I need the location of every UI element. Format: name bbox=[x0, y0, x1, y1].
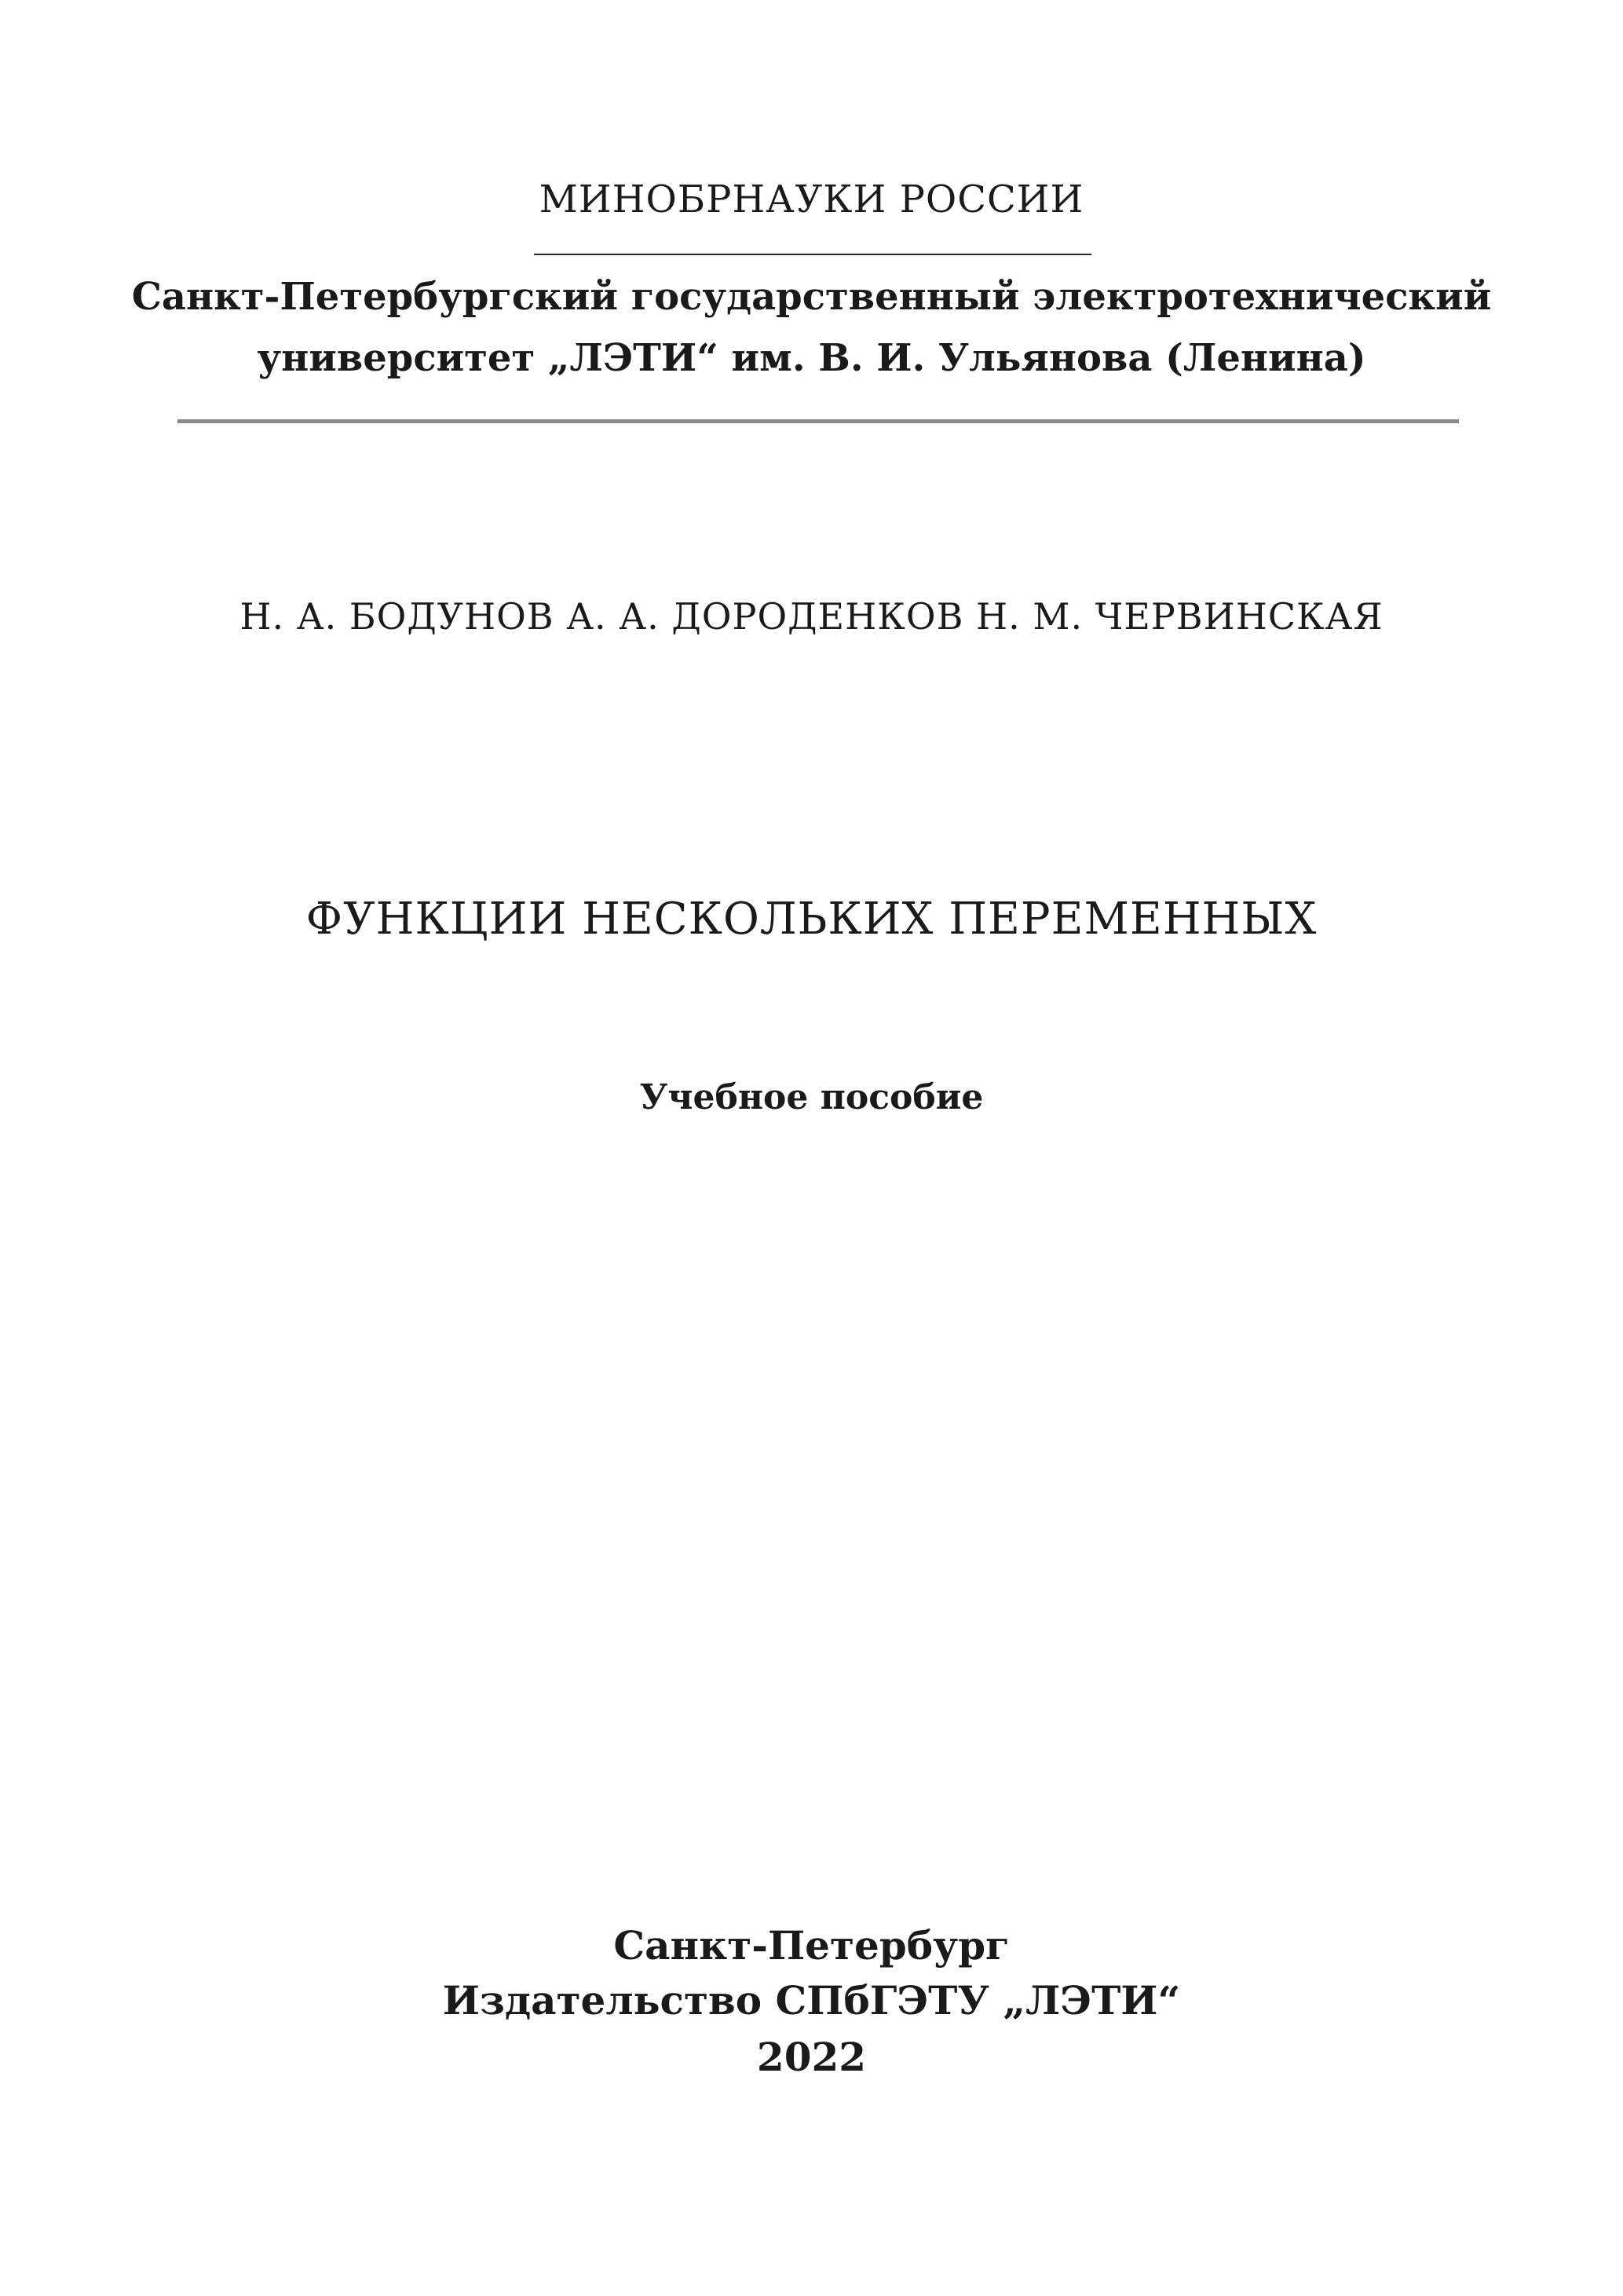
book-subtitle: Учебное пособие bbox=[639, 1077, 984, 1117]
header-divider bbox=[177, 419, 1459, 423]
imprint-year: 2022 bbox=[756, 2034, 867, 2080]
ministry-divider bbox=[534, 254, 1091, 255]
book-title: ФУНКЦИИ НЕСКОЛЬКИХ ПЕРЕМЕННЫХ bbox=[305, 894, 1318, 945]
university-name-line1: Санкт-Петербургский государственный электротехнический bbox=[131, 275, 1492, 319]
university-name-line2: университет „ЛЭТИ“ им. В. И. Ульянова (Ленина) bbox=[257, 336, 1366, 380]
imprint-city: Санкт-Петербург bbox=[613, 1922, 1010, 1969]
authors: Н. А. БОДУНОВ А. А. ДОРОДЕНКОВ Н. М. ЧЕРВИНСКАЯ bbox=[239, 595, 1384, 638]
imprint-publisher: Издательство СПбГЭТУ „ЛЭТИ“ bbox=[442, 1977, 1181, 2024]
ministry-name: МИНОБРНАУКИ РОССИИ bbox=[539, 177, 1084, 221]
